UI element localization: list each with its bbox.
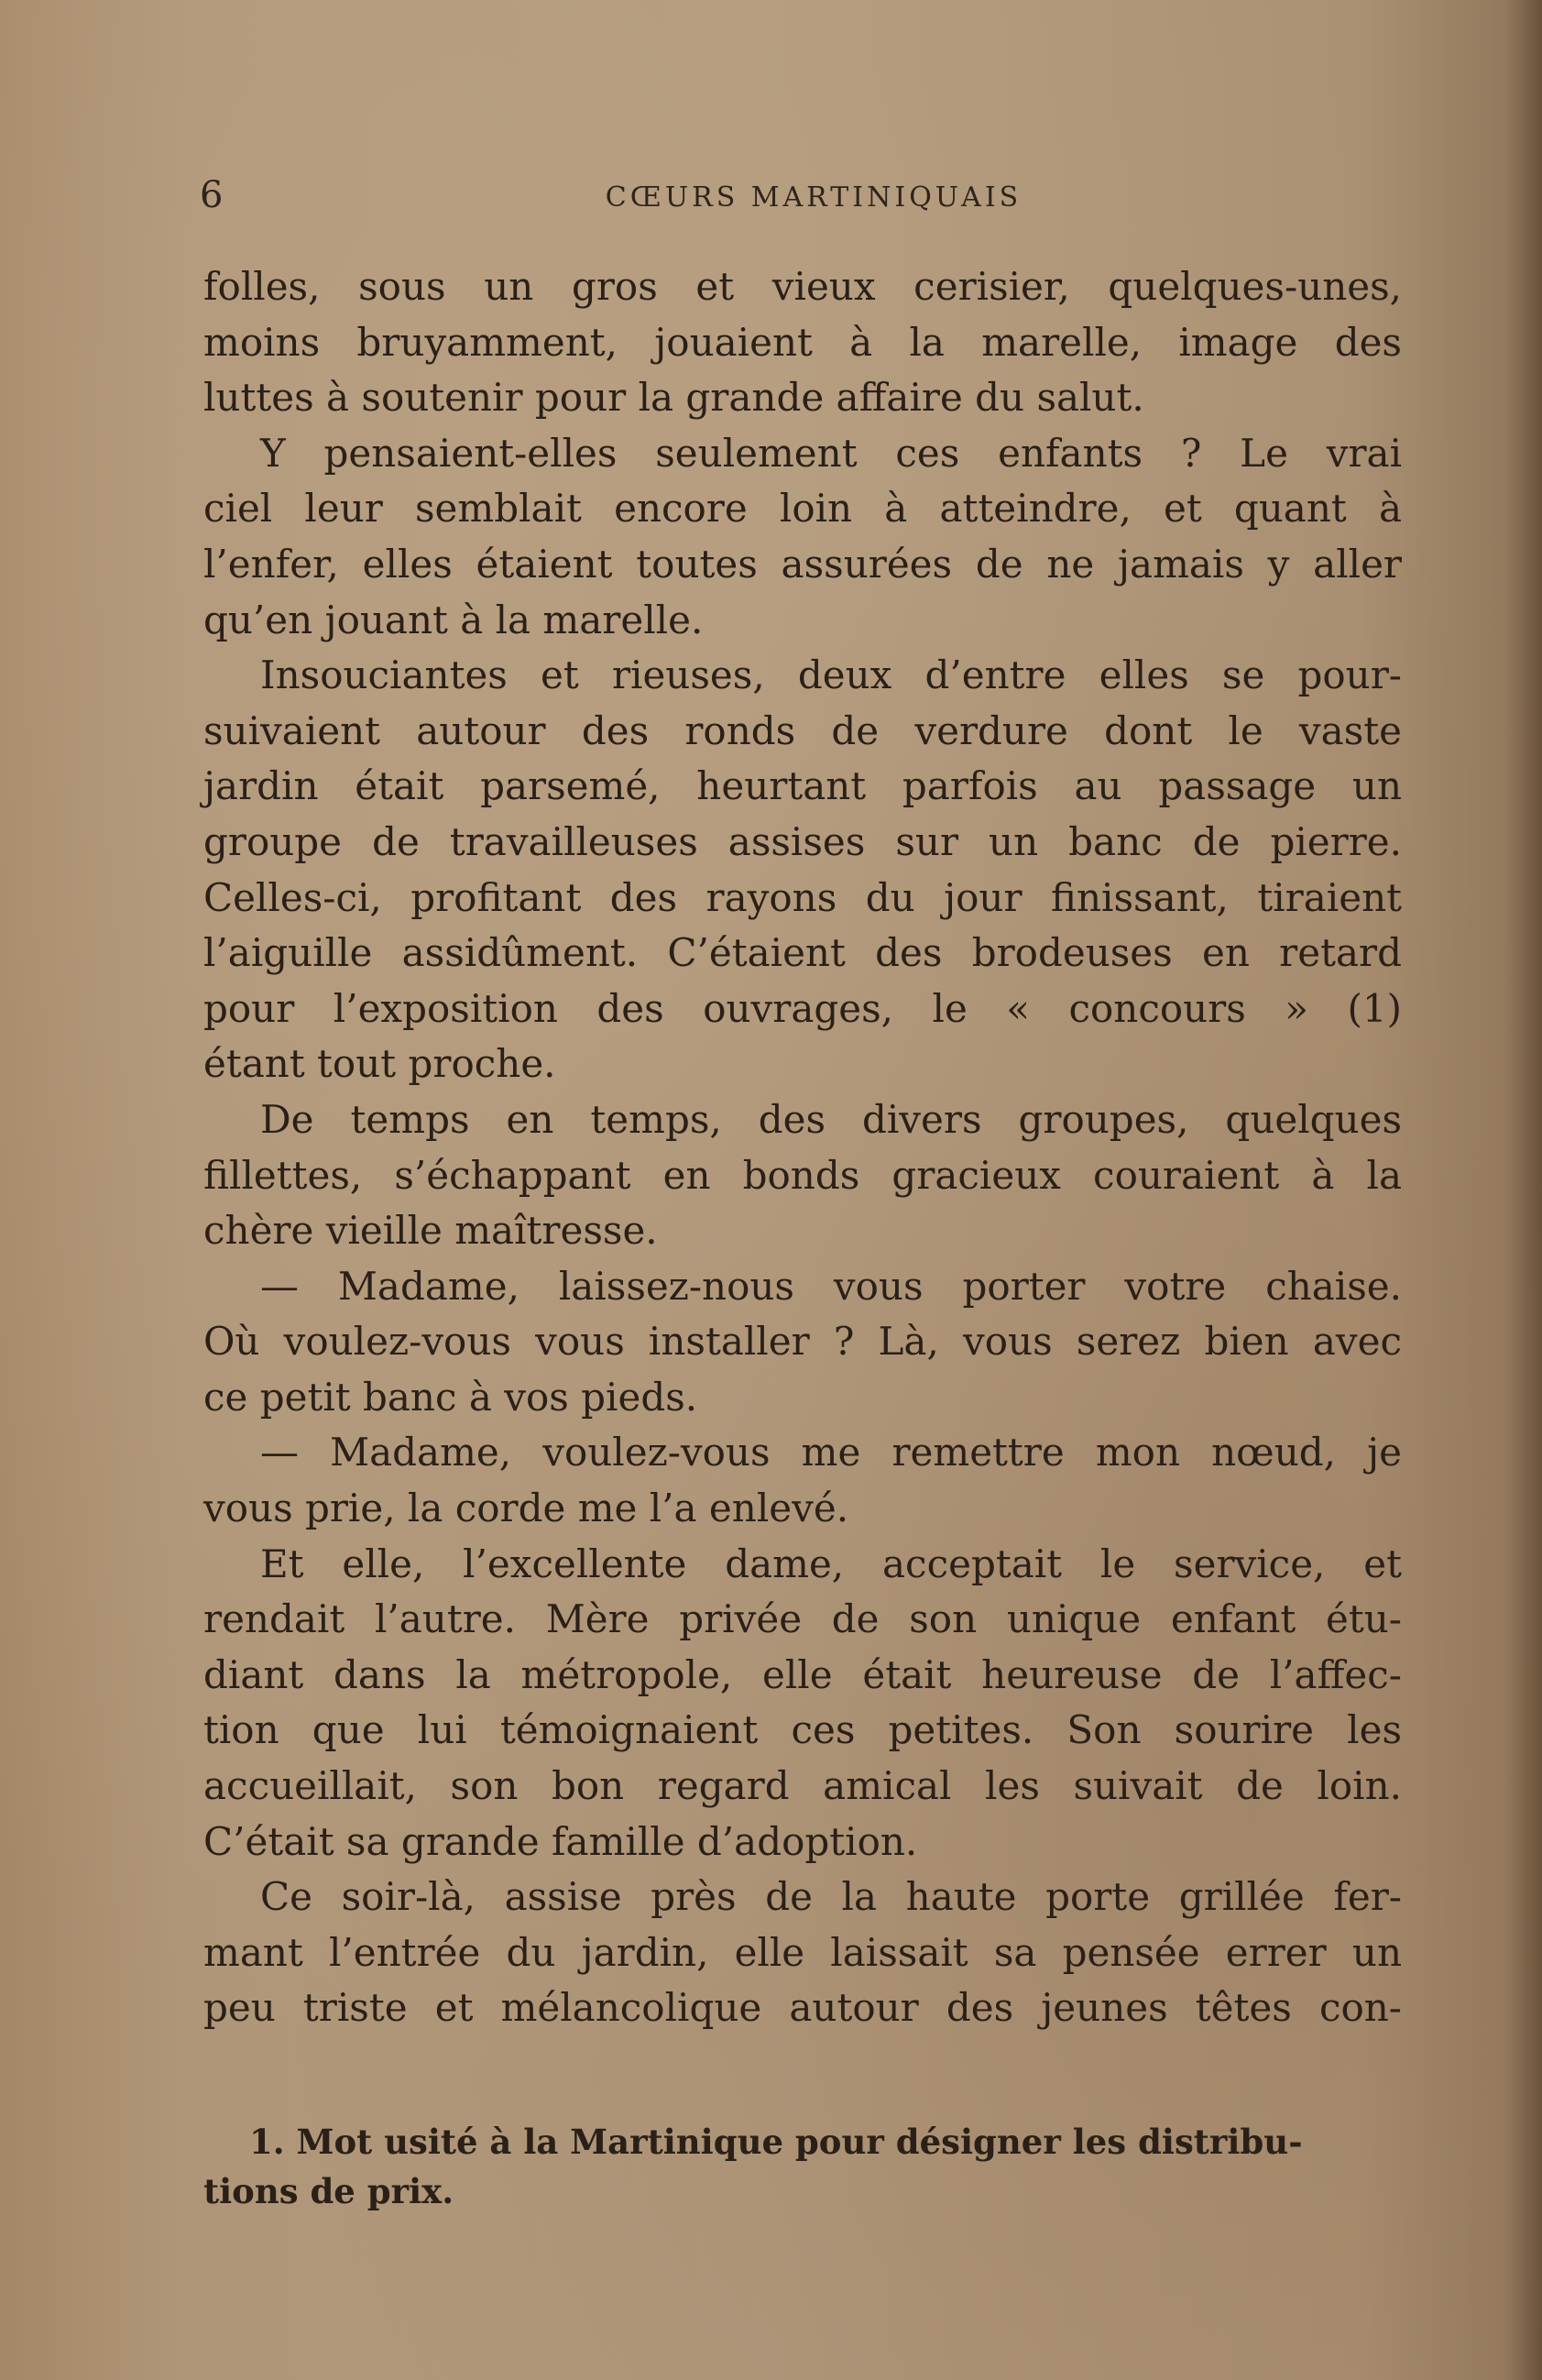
text-line: Et elle, l’excellente dame, acceptait le service, et	[260, 1541, 1402, 1586]
text-line: qu’en jouant à la marelle.	[203, 597, 704, 642]
text-line: chère vieille maîtresse.	[203, 1208, 658, 1254]
text-line: étant tout proche.	[203, 1041, 556, 1087]
text-line: diant dans la métropole, elle était heureuse de l’affec-	[203, 1651, 1402, 1697]
text-line: pour l’exposition des ouvrages, le « concours » (1)	[203, 985, 1402, 1031]
text-line: rendait l’autre. Mère privée de son unique enfant étu-	[203, 1596, 1402, 1642]
running-title: CŒURS MARTINIQUAIS	[605, 181, 1023, 214]
footnote-line: tions de prix.	[203, 2171, 454, 2211]
text-line: Ce soir-là, assise près de la haute porte grillée fer-	[260, 1874, 1402, 1920]
text-line: l’enfer, elles étaient toutes assurées de ne jamais y aller	[203, 541, 1402, 587]
text-line: suivaient autour des ronds de verdure dont le vaste	[203, 707, 1402, 753]
text-line: jardin était parsemé, heurtant parfois au passage un	[203, 763, 1402, 809]
page-header	[200, 174, 1400, 222]
text-line: vous prie, la corde me l’a enlevé.	[203, 1486, 849, 1531]
page-number: 6	[200, 174, 224, 216]
text-line: Y pensaient-elles seulement ces enfants ? Le vrai	[260, 430, 1402, 476]
body-text	[203, 259, 1402, 2036]
text-line: ciel leur semblait encore loin à atteindre, et quant à	[203, 486, 1402, 532]
text-line: folles, sous un gros et vieux cerisier, quelques-unes,	[203, 264, 1402, 309]
text-line: — Madame, voulez-vous me remettre mon nœud, je	[260, 1430, 1402, 1475]
text-line: peu triste et mélancolique autour des jeunes têtes con-	[203, 1985, 1402, 2031]
text-line: ce petit banc à vos pieds.	[203, 1374, 698, 1420]
text-line: Celles-ci, profitant des rayons du jour finissant, tiraient	[203, 874, 1402, 920]
page-edge-shadow	[1505, 0, 1542, 2380]
text-line: groupe de travailleuses assises sur un banc de pierre.	[203, 818, 1402, 864]
text-line: moins bruyamment, jouaient à la marelle, image des	[203, 319, 1402, 365]
text-line: Où voulez-vous vous installer ? Là, vous serez bien avec	[203, 1319, 1402, 1365]
text-line: luttes à soutenir pour la grande affaire du salut.	[203, 375, 1144, 421]
text-line: De temps en temps, des divers groupes, quelques	[260, 1096, 1402, 1142]
text-line: mant l’entrée du jardin, elle laissait sa pensée errer un	[203, 1929, 1402, 1975]
footnote	[203, 2117, 1402, 2216]
text-line: — Madame, laissez-nous vous porter votre chaise.	[260, 1263, 1402, 1309]
text-line: C’était sa grande famille d’adoption.	[203, 1818, 918, 1864]
text-line: fillettes, s’échappant en bonds gracieux couraient à la	[203, 1152, 1402, 1198]
footnote-line: 1. Mot usité à la Martinique pour désigner les distribu-	[249, 2122, 1303, 2162]
text-line: accueillait, son bon regard amical les suivait de loin.	[203, 1763, 1402, 1809]
text-line: Insouciantes et rieuses, deux d’entre elles se pour-	[260, 653, 1402, 698]
text-line: l’aiguille assidûment. C’étaient des brodeuses en retard	[203, 930, 1402, 976]
text-line: tion que lui témoignaient ces petites. Son sourire les	[203, 1707, 1402, 1753]
